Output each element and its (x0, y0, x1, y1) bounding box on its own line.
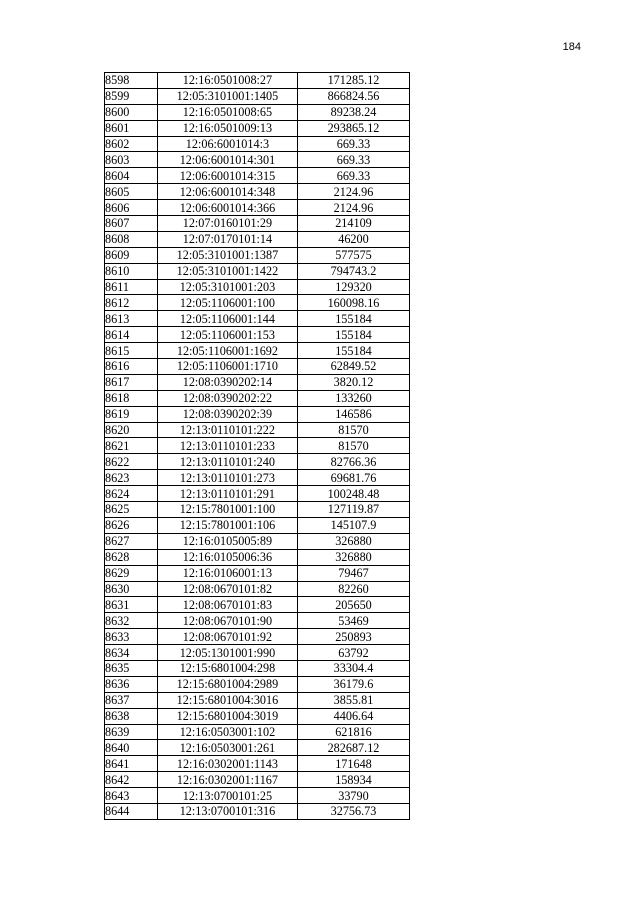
cadastral-number-cell: 12:08:0670101:90 (157, 613, 297, 629)
table-row (105, 629, 410, 645)
table-row (105, 756, 410, 772)
cadastral-number-cell: 12:15:6801004:2989 (157, 676, 297, 692)
row-id-cell: 8632 (105, 613, 158, 629)
row-id-cell: 8623 (105, 470, 158, 486)
cadastral-number-cell: 12:05:3101001:1387 (157, 247, 297, 263)
row-id-cell: 8615 (105, 343, 158, 359)
amount-cell: 32756.73 (297, 803, 409, 819)
row-id-cell: 8607 (105, 216, 158, 232)
amount-cell: 794743.2 (297, 263, 409, 279)
cadastral-number-cell: 12:08:0670101:82 (157, 581, 297, 597)
amount-cell: 79467 (297, 565, 409, 581)
cadastral-number-cell: 12:05:3101001:1405 (157, 88, 297, 104)
amount-cell: 46200 (297, 231, 409, 247)
cadastral-number-cell: 12:16:0503001:102 (157, 724, 297, 740)
cadastral-number-cell: 12:15:7801001:106 (157, 517, 297, 533)
cadastral-number-cell: 12:08:0390202:22 (157, 390, 297, 406)
cadastral-number-cell: 12:16:0105006:36 (157, 549, 297, 565)
row-id-cell: 8629 (105, 565, 158, 581)
row-id-cell: 8644 (105, 803, 158, 819)
table-row (105, 422, 410, 438)
cadastral-number-cell: 12:16:0501008:27 (157, 73, 297, 89)
cadastral-number-cell: 12:08:0390202:14 (157, 374, 297, 390)
page-number: 184 (562, 41, 581, 53)
amount-cell: 155184 (297, 327, 409, 343)
amount-cell: 171285.12 (297, 73, 409, 89)
cadastral-number-cell: 12:13:0110101:233 (157, 438, 297, 454)
amount-cell: 158934 (297, 772, 409, 788)
table-row (105, 581, 410, 597)
amount-cell: 82766.36 (297, 454, 409, 470)
row-id-cell: 8639 (105, 724, 158, 740)
row-id-cell: 8610 (105, 263, 158, 279)
table-row (105, 470, 410, 486)
table-row (105, 247, 410, 263)
amount-cell: 669.33 (297, 152, 409, 168)
amount-cell: 282687.12 (297, 740, 409, 756)
table-row (105, 486, 410, 502)
row-id-cell: 8598 (105, 73, 158, 89)
amount-cell: 155184 (297, 311, 409, 327)
amount-cell: 82260 (297, 581, 409, 597)
row-id-cell: 8628 (105, 549, 158, 565)
row-id-cell: 8636 (105, 676, 158, 692)
cadastral-number-cell: 12:16:0501009:13 (157, 120, 297, 136)
cadastral-number-cell: 12:06:6001014:3 (157, 136, 297, 152)
row-id-cell: 8631 (105, 597, 158, 613)
table-row (105, 692, 410, 708)
table-row (105, 343, 410, 359)
row-id-cell: 8633 (105, 629, 158, 645)
amount-cell: 160098.16 (297, 295, 409, 311)
table-row (105, 152, 410, 168)
cadastral-number-cell: 12:16:0105005:89 (157, 533, 297, 549)
cadastral-number-cell: 12:16:0302001:1143 (157, 756, 297, 772)
row-id-cell: 8641 (105, 756, 158, 772)
row-id-cell: 8613 (105, 311, 158, 327)
cadastral-number-cell: 12:05:1106001:1692 (157, 343, 297, 359)
amount-cell: 53469 (297, 613, 409, 629)
table-row (105, 724, 410, 740)
table-row (105, 549, 410, 565)
cadastral-number-cell: 12:08:0670101:83 (157, 597, 297, 613)
cadastral-number-cell: 12:06:6001014:301 (157, 152, 297, 168)
table-row (105, 104, 410, 120)
cadastral-number-cell: 12:15:6801004:298 (157, 660, 297, 676)
table-body (105, 73, 410, 820)
table-row (105, 502, 410, 518)
row-id-cell: 8622 (105, 454, 158, 470)
table-row (105, 359, 410, 375)
cadastral-number-cell: 12:06:6001014:348 (157, 184, 297, 200)
row-id-cell: 8609 (105, 247, 158, 263)
row-id-cell: 8640 (105, 740, 158, 756)
row-id-cell: 8620 (105, 422, 158, 438)
table-row (105, 390, 410, 406)
amount-cell: 669.33 (297, 168, 409, 184)
table-row (105, 676, 410, 692)
cadastral-number-cell: 12:13:0700101:25 (157, 788, 297, 804)
row-id-cell: 8617 (105, 374, 158, 390)
amount-cell: 326880 (297, 549, 409, 565)
row-id-cell: 8612 (105, 295, 158, 311)
cadastral-number-cell: 12:16:0503001:261 (157, 740, 297, 756)
row-id-cell: 8611 (105, 279, 158, 295)
table-row (105, 708, 410, 724)
table-row (105, 454, 410, 470)
cadastral-number-cell: 12:13:0110101:240 (157, 454, 297, 470)
row-id-cell: 8603 (105, 152, 158, 168)
cadastral-number-cell: 12:13:0110101:273 (157, 470, 297, 486)
amount-cell: 669.33 (297, 136, 409, 152)
cadastral-number-cell: 12:06:6001014:315 (157, 168, 297, 184)
data-table (104, 72, 410, 820)
table-row (105, 295, 410, 311)
table-row (105, 613, 410, 629)
amount-cell: 214109 (297, 216, 409, 232)
cadastral-number-cell: 12:08:0390202:39 (157, 406, 297, 422)
amount-cell: 4406.64 (297, 708, 409, 724)
amount-cell: 62849.52 (297, 359, 409, 375)
amount-cell: 36179.6 (297, 676, 409, 692)
amount-cell: 326880 (297, 533, 409, 549)
row-id-cell: 8599 (105, 88, 158, 104)
amount-cell: 2124.96 (297, 200, 409, 216)
row-id-cell: 8602 (105, 136, 158, 152)
amount-cell: 81570 (297, 438, 409, 454)
cadastral-number-cell: 12:13:0700101:316 (157, 803, 297, 819)
cadastral-number-cell: 12:13:0110101:222 (157, 422, 297, 438)
table-row (105, 660, 410, 676)
cadastral-number-cell: 12:05:1301001:990 (157, 645, 297, 661)
amount-cell: 3820.12 (297, 374, 409, 390)
row-id-cell: 8624 (105, 486, 158, 502)
amount-cell: 145107.9 (297, 517, 409, 533)
row-id-cell: 8642 (105, 772, 158, 788)
row-id-cell: 8608 (105, 231, 158, 247)
row-id-cell: 8619 (105, 406, 158, 422)
table-row (105, 279, 410, 295)
table-row (105, 184, 410, 200)
table-row (105, 200, 410, 216)
table-row (105, 263, 410, 279)
row-id-cell: 8600 (105, 104, 158, 120)
amount-cell: 621816 (297, 724, 409, 740)
amount-cell: 63792 (297, 645, 409, 661)
table-row (105, 740, 410, 756)
table-row (105, 231, 410, 247)
table-row (105, 517, 410, 533)
amount-cell: 250893 (297, 629, 409, 645)
cadastral-number-cell: 12:16:0501008:65 (157, 104, 297, 120)
table-row (105, 327, 410, 343)
amount-cell: 69681.76 (297, 470, 409, 486)
amount-cell: 155184 (297, 343, 409, 359)
cadastral-number-cell: 12:13:0110101:291 (157, 486, 297, 502)
table-row (105, 73, 410, 89)
cadastral-number-cell: 12:05:3101001:1422 (157, 263, 297, 279)
row-id-cell: 8634 (105, 645, 158, 661)
table-row (105, 136, 410, 152)
cadastral-number-cell: 12:08:0670101:92 (157, 629, 297, 645)
cadastral-number-cell: 12:05:1106001:1710 (157, 359, 297, 375)
cadastral-number-cell: 12:06:6001014:366 (157, 200, 297, 216)
row-id-cell: 8626 (105, 517, 158, 533)
amount-cell: 146586 (297, 406, 409, 422)
table-row (105, 168, 410, 184)
row-id-cell: 8614 (105, 327, 158, 343)
table-row (105, 788, 410, 804)
table-row (105, 772, 410, 788)
amount-cell: 33304.4 (297, 660, 409, 676)
table-row (105, 597, 410, 613)
amount-cell: 100248.48 (297, 486, 409, 502)
table-row (105, 438, 410, 454)
row-id-cell: 8638 (105, 708, 158, 724)
row-id-cell: 8643 (105, 788, 158, 804)
row-id-cell: 8625 (105, 502, 158, 518)
cadastral-number-cell: 12:16:0302001:1167 (157, 772, 297, 788)
table-row (105, 533, 410, 549)
amount-cell: 33790 (297, 788, 409, 804)
table-row (105, 803, 410, 819)
table-row (105, 88, 410, 104)
row-id-cell: 8605 (105, 184, 158, 200)
row-id-cell: 8618 (105, 390, 158, 406)
table-row (105, 311, 410, 327)
row-id-cell: 8627 (105, 533, 158, 549)
amount-cell: 577575 (297, 247, 409, 263)
row-id-cell: 8621 (105, 438, 158, 454)
row-id-cell: 8637 (105, 692, 158, 708)
amount-cell: 205650 (297, 597, 409, 613)
cadastral-number-cell: 12:15:6801004:3016 (157, 692, 297, 708)
cadastral-number-cell: 12:05:1106001:144 (157, 311, 297, 327)
table-row (105, 645, 410, 661)
cadastral-number-cell: 12:05:1106001:153 (157, 327, 297, 343)
cadastral-number-cell: 12:07:0160101:29 (157, 216, 297, 232)
amount-cell: 81570 (297, 422, 409, 438)
amount-cell: 127119.87 (297, 502, 409, 518)
amount-cell: 2124.96 (297, 184, 409, 200)
amount-cell: 293865.12 (297, 120, 409, 136)
cadastral-number-cell: 12:16:0106001:13 (157, 565, 297, 581)
cadastral-number-cell: 12:15:6801004:3019 (157, 708, 297, 724)
amount-cell: 171648 (297, 756, 409, 772)
amount-cell: 89238.24 (297, 104, 409, 120)
cadastral-number-cell: 12:05:3101001:203 (157, 279, 297, 295)
row-id-cell: 8635 (105, 660, 158, 676)
row-id-cell: 8601 (105, 120, 158, 136)
amount-cell: 866824.56 (297, 88, 409, 104)
amount-cell: 133260 (297, 390, 409, 406)
cadastral-number-cell: 12:07:0170101:14 (157, 231, 297, 247)
cadastral-number-cell: 12:05:1106001:100 (157, 295, 297, 311)
table-row (105, 565, 410, 581)
row-id-cell: 8604 (105, 168, 158, 184)
row-id-cell: 8630 (105, 581, 158, 597)
table-row (105, 374, 410, 390)
amount-cell: 3855.81 (297, 692, 409, 708)
row-id-cell: 8606 (105, 200, 158, 216)
cadastral-number-cell: 12:15:7801001:100 (157, 502, 297, 518)
table-row (105, 120, 410, 136)
amount-cell: 129320 (297, 279, 409, 295)
row-id-cell: 8616 (105, 359, 158, 375)
table-row (105, 216, 410, 232)
table-row (105, 406, 410, 422)
